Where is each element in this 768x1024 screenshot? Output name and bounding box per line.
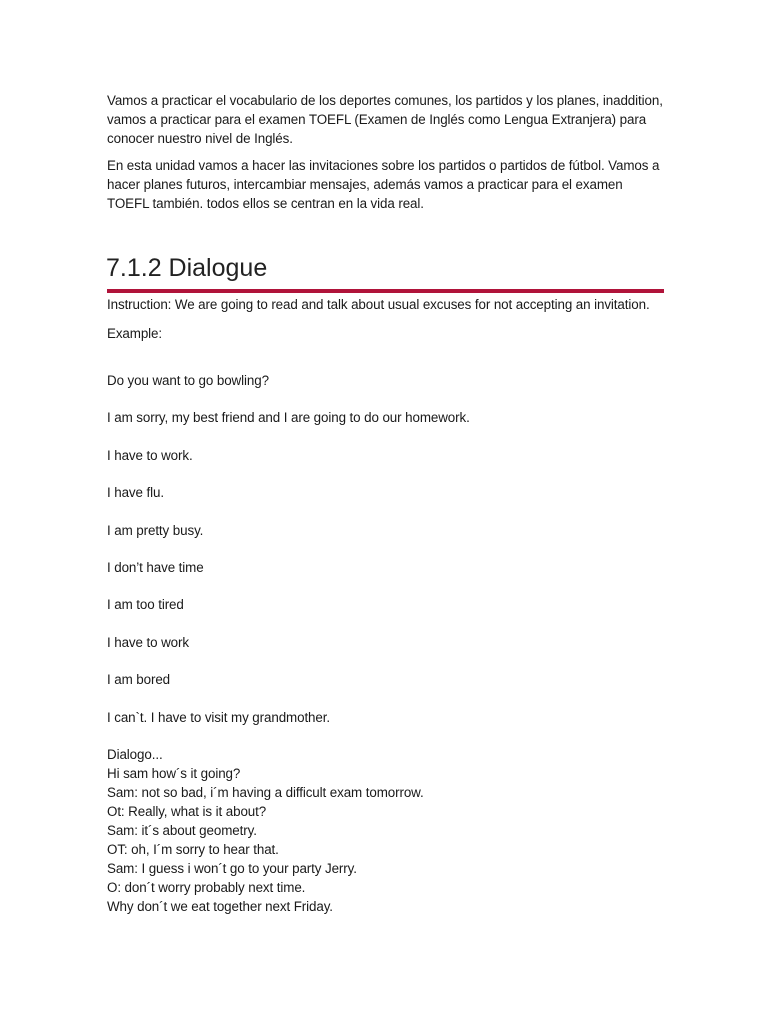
instruction-line [107,295,667,314]
excuse-line: I am too tired [107,597,184,612]
excuse-line: I don’t have time [107,560,204,575]
excuse-line: I am sorry, my best friend and I are going to do our homework. [107,410,470,425]
dialogue-line: OT: oh, I´m sorry to hear that. [107,842,279,857]
excuse-line: I have to work [107,635,189,650]
excuse-line: I have flu. [107,485,164,500]
dialogue-line: Why don´t we eat together next Friday. [107,899,333,914]
example-label: Example: [107,326,163,341]
example-question: Do you want to go bowling? [107,373,269,388]
dialogue-line: Sam: it´s about geometry. [107,823,257,838]
instruction-text: We are going to read and talk about usual excuses for not accepting an invitation. [171,297,650,312]
dialogue-line: Hi sam how´s it going? [107,766,241,781]
dialogue-line: O: don´t worry probably next time. [107,880,306,895]
excuse-line: I have to work. [107,448,193,463]
intro-paragraph-1: Vamos a practicar el vocabulario de los deportes comunes, los partidos y los planes, inaddition, vamos a practicar para el examen TOEFL (Examen de Inglés como Lengua Extranjera) para conocer nuestro nivel de Inglés. [107,93,663,146]
section-title: 7.1.2 Dialogue [106,254,268,282]
excuse-line: I am bored [107,672,171,687]
dialogue-line: Ot: Really, what is it about? [107,804,267,819]
dialogue-line: Dialogo... [107,747,163,762]
dialogue-line: Sam: I guess i won´t go to your party Jerry. [107,861,357,876]
excuse-line: I am pretty busy. [107,523,204,538]
excuse-line: I can`t. I have to visit my grandmother. [107,710,330,725]
dialogue-line: Sam: not so bad, i´m having a difficult exam tomorrow. [107,785,424,800]
intro-paragraph-2: En esta unidad vamos a hacer las invitaciones sobre los partidos o partidos de fútbol. Vamos a hacer planes futuros, intercambiar mensajes, además vamos a practicar para el examen TOEFL también. todos ellos se centran en la vida real. [107,158,660,211]
section-divider [107,289,664,293]
instruction-label: Instruction: [107,297,172,312]
